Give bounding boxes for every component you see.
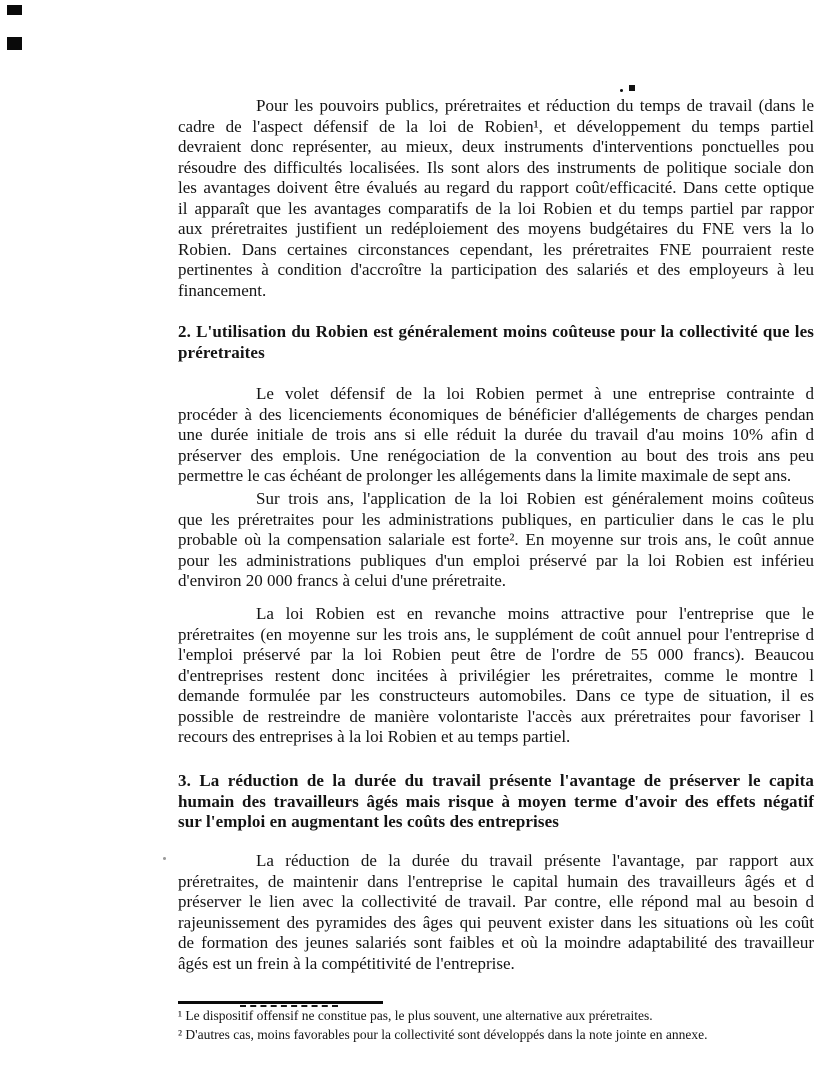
footnote-separator-rule [178, 1001, 383, 1004]
text-line: 2. L'utilisation du Robien est généralement moins coûteuse pour la collectivité que les [178, 322, 814, 341]
text-line: 3. La réduction de la durée du travail présente l'avantage de préserver le capita [178, 771, 814, 790]
text-line: résoudre des difficultés localisées. Ils sont alors des instruments de politique sociale don [178, 157, 814, 177]
text-line: âgés est un frein à la compétitivité de l'entreprise. [178, 953, 515, 973]
text-line: l'emploi préservé par la loi Robien peut être de l'ordre de 55 000 francs). Beaucou [178, 645, 814, 664]
text-line: pertinentes à condition d'accroître la participation des salariés et des employeurs à leu [178, 260, 814, 279]
text-line: que les préretraites pour les administrations publiques, en particulier dans le cas le plu [178, 509, 814, 529]
text-line: ² D'autres cas, moins favorables pour la collectivité sont développés dans la note jointe en annexe. [178, 1026, 708, 1042]
text-line: La loi Robien est en revanche moins attractive pour l'entreprise que le [256, 604, 814, 623]
text-line: préserver des emplois. Une renégociation de la convention au bout des trois ans peu [178, 445, 814, 465]
text-line: demande formulée par les constructeurs automobiles. Dans ce type de situation, il es [178, 686, 814, 705]
text-line: d'environ 20 000 francs à celui d'une préretraite. [178, 571, 507, 590]
heading-2 [178, 322, 814, 363]
margin-speck [163, 857, 166, 860]
text-line: préretraites [178, 342, 265, 362]
text-line: de formation des jeunes salariés sont faibles et où la moindre adaptabilité des travailleur [178, 933, 814, 952]
scan-artifact-mark-bottom [7, 37, 22, 50]
text-line: La réduction de la durée du travail présente l'avantage, par rapport aux [256, 851, 814, 870]
heading-3 [178, 771, 814, 833]
text-line: les avantages doivent être évalués au regard du rapport coût/efficacité. Dans cette optique [178, 178, 814, 197]
para-4 [178, 604, 814, 748]
text-line: d'entreprises restent donc incitées à privilégier les préretraites, comme le montre l [178, 665, 814, 685]
text-line: sur l'emploi en augmentant les coûts des entreprises [178, 812, 559, 831]
text-line: devraient donc représenter, au mieux, deux instruments d'interventions ponctuelles pou [178, 137, 814, 156]
para-5 [178, 851, 814, 974]
text-line: cadre de l'aspect défensif de la loi de Robien¹, et développement du temps partiel [178, 116, 814, 136]
scan-square-mark [629, 85, 635, 91]
text-line: ¹ Le dispositif offensif ne constitue pas, le plus souvent, une alternative aux préretraites. [178, 1008, 653, 1023]
para-2 [178, 384, 814, 487]
text-line: préretraites (en moyenne sur les trois ans, le supplément de coût annuel pour l'entreprise d [178, 624, 814, 644]
text-line: aux préretraites justifient un redéploiement des moyens budgétaires du FNE vers la lo [178, 219, 814, 238]
text-line: financement. [178, 280, 267, 300]
footnotes [178, 1007, 814, 1044]
text-line: Robien. Dans certaines circonstances cependant, les préretraites FNE pourraient reste [178, 239, 814, 259]
text-line: une durée initiale de trois ans si elle réduit la durée du travail d'au moins 10% afin d [178, 425, 814, 444]
text-line: Pour les pouvoirs publics, préretraites et réduction du temps de travail (dans le [256, 96, 814, 115]
text-line: permettre le cas échéant de prolonger les allégements dans la limite maximale de sept ans. [178, 466, 792, 485]
text-line: procéder à des licenciements économiques de bénéficier d'allégements de charges pendan [178, 404, 814, 424]
text-line: Sur trois ans, l'application de la loi Robien est généralement moins coûteus [256, 489, 814, 508]
text-line: préretraites, de maintenir dans l'entreprise le capital humain des travailleurs âgés et d [178, 871, 814, 891]
text-line: possible de restreindre de manière volontariste l'accès aux préretraites pour favoriser l [178, 706, 814, 726]
para-1 [178, 96, 814, 301]
text-line: humain des travailleurs âgés mais risque à moyen terme d'avoir des effets négatif [178, 791, 814, 811]
text-line: recours des entreprises à la loi Robien et au temps partiel. [178, 727, 571, 746]
text-line: il apparaît que les avantages comparatifs de la loi Robien et du temps partiel par rappor [178, 198, 814, 218]
text-line: Le volet défensif de la loi Robien permet à une entreprise contrainte d [256, 384, 814, 403]
text-line: rajeunissement des pyramides des âges qui peuvent exister dans les situations où les coût [178, 912, 814, 932]
scan-dot-mark [620, 89, 623, 92]
scan-artifact-mark-top [7, 5, 22, 15]
text-line: pour les administrations publiques d'un emploi préservé par la loi Robien est inférieu [178, 550, 814, 570]
footnote-separator-dashes [240, 1005, 338, 1007]
para-3 [178, 489, 814, 592]
text-line: préserver le lien avec la collectivité de travail. Par contre, elle répond mal au besoin d [178, 892, 814, 911]
text-line: probable où la compensation salariale est forte². En moyenne sur trois ans, le coût annue [178, 530, 814, 549]
